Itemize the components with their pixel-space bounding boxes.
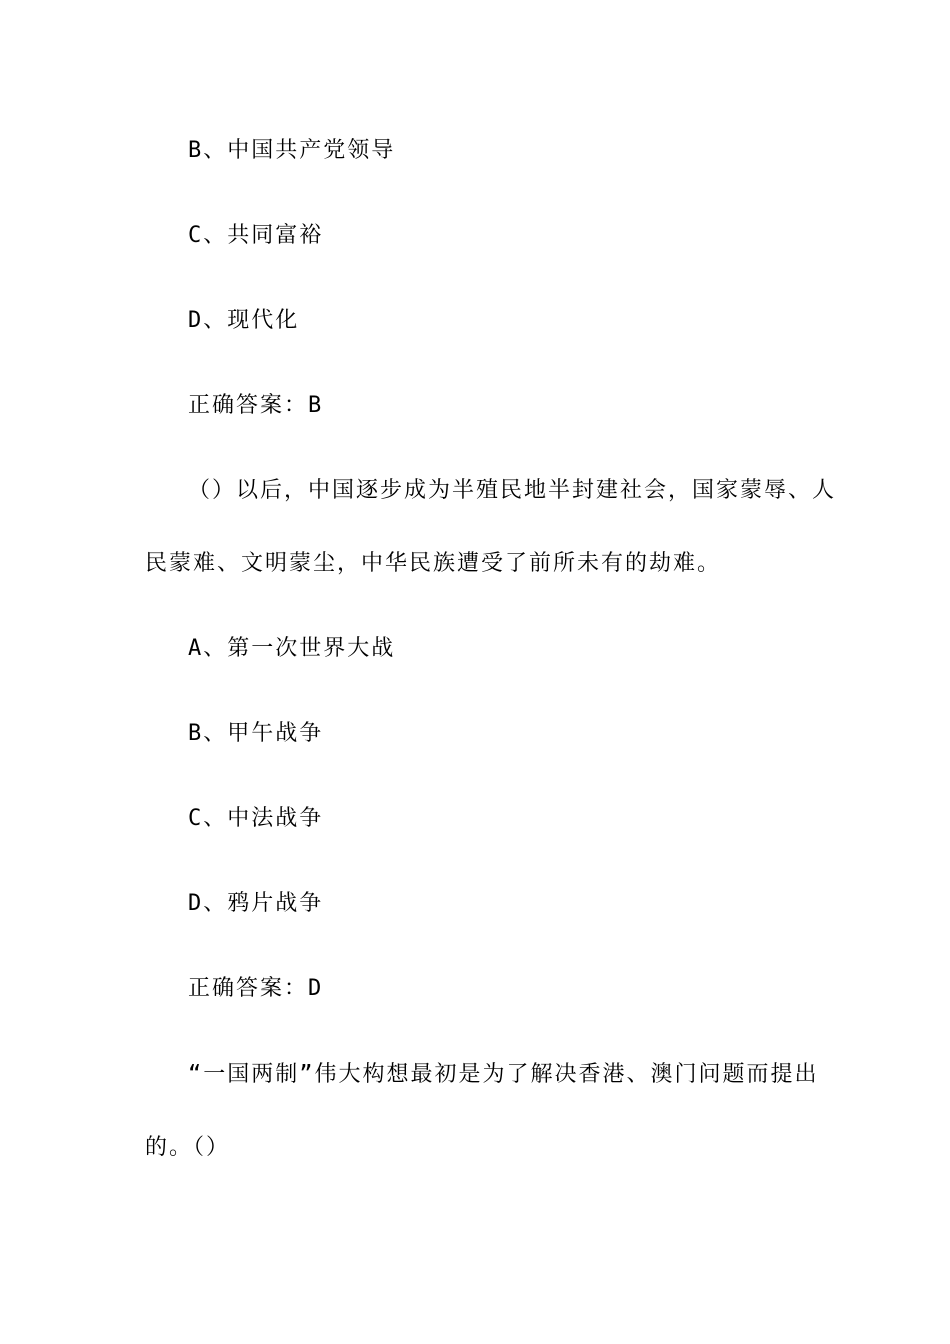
q1-option-d: D、现代化 [188, 308, 300, 333]
q2-stem-line2: 民蒙难、文明蒙尘，中华民族遭受了前所未有的劫难。 [145, 551, 722, 576]
q2-stem-line1: （）以后，中国逐步成为半殖民地半封建社会，国家蒙辱、人 [188, 478, 837, 503]
q3-stem-line2: 的。（） [145, 1135, 231, 1160]
q2-option-d: D、鸦片战争 [188, 891, 324, 916]
q2-option-c: C、中法战争 [188, 806, 324, 831]
q1-option-c: C、共同富裕 [188, 223, 324, 248]
q2-option-b: B、甲午战争 [188, 721, 324, 746]
q2-answer: 正确答案：D [188, 976, 324, 1001]
q2-option-a: A、第一次世界大战 [188, 636, 396, 661]
q1-answer: 正确答案：B [188, 393, 324, 418]
q3-stem-line1: “一国两制”伟大构想最初是为了解决香港、澳门问题而提出 [188, 1062, 819, 1087]
q1-option-b: B、中国共产党领导 [188, 138, 396, 163]
